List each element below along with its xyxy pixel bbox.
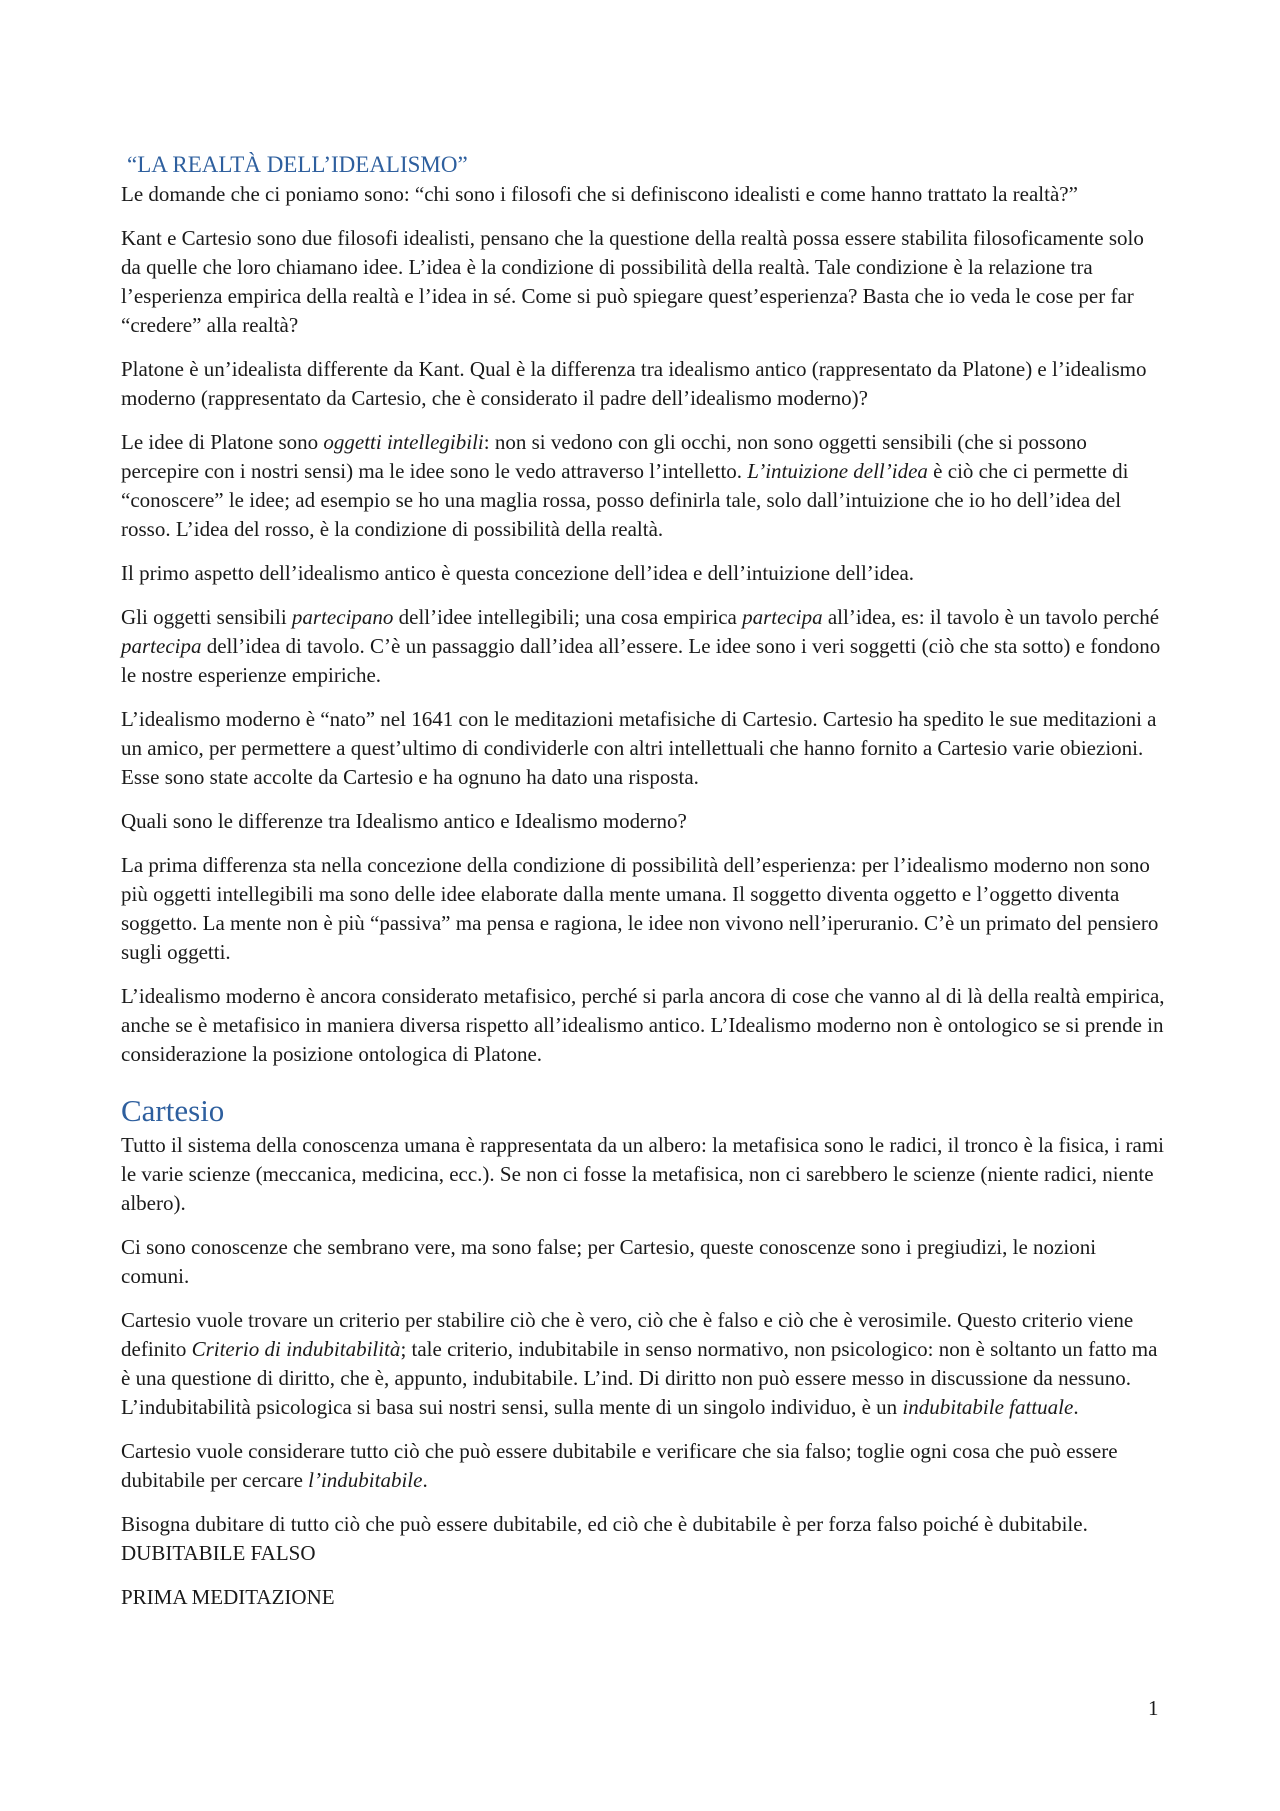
text-run: Cartesio vuole trovare un criterio per stabilire ciò che è vero, ciò che è falso e ciò che è verosimile. Questo criterio viene definito [121, 1308, 1134, 1361]
text-run: dell’idea di tavolo. C’è un passaggio dall’idea all’essere. Le idee sono i veri soggetti (ciò che sta sotto) e fondono le nostre esperienze empiriche. [121, 634, 1161, 687]
paragraph-questions: Le domande che ci poniamo sono: “chi sono i filosofi che si definiscono idealisti e come hanno trattato la realtà?” [121, 182, 1078, 206]
text-run: ; tale criterio, indubitabile in senso normativo, non psicologico: non è soltanto un fatto ma è una questione di diritto, che è, appunto, indubitabile. L’ind. Di diritto non può essere messo in discussione da nessuno. L’indubitabilità psicologica si basa sui nostri sensi, sulla mente di un singolo individuo, è un [121, 1337, 1158, 1419]
italic-term: L’intuizione dell’idea [747, 459, 928, 483]
paragraph-bisogna-dubitare: Bisogna dubitare di tutto ciò che può essere dubitabile, ed ciò che è dubitabile è per forza falso poiché è dubitabile. DUBITABILE FALSO [121, 1512, 1088, 1565]
italic-term: partecipa [121, 634, 202, 658]
text-run: all’idea, es: il tavolo è un tavolo perché [822, 605, 1160, 629]
page-number: 1 [1148, 1696, 1159, 1720]
text-run: : non si vedono con gli occhi, non sono oggetti sensibili (che si possono percepire con i nostri sensi) ma le idee sono le vedo attraverso l’intelletto. [121, 430, 1087, 483]
paragraph-albero: Tutto il sistema della conoscenza umana è rappresentata da un albero: la metafisica sono le radici, il tronco è la fisica, i rami le varie scienze (meccanica, medicina, ecc.). Se non ci fosse la metafisica, non ci sarebbero le scienze (niente radici, niente albero). [121, 1133, 1165, 1215]
paragraph-idee-platone [121, 428, 1166, 544]
paragraph-idealismo-moderno-nato: L’idealismo moderno è “nato” nel 1641 con le meditazioni metafisiche di Cartesio. Cartesio ha spedito le sue meditazioni a un amico, per permettere a quest’ultimo di condividerle con altri intellettuali che hanno fornito a Cartesio varie obiezioni. Esse sono state accolte da Cartesio e ha ognuno ha dato una risposta. [121, 707, 1157, 789]
paragraph-conoscenze-false: Ci sono conoscenze che sembrano vere, ma sono false; per Cartesio, queste conoscenze sono i pregiudizi, le nozioni comuni. [121, 1235, 1097, 1288]
italic-term: indubitabile fattuale [902, 1395, 1074, 1419]
page-content [121, 150, 1166, 1627]
text-run: dell’idee intellegibili; una cosa empirica [393, 605, 743, 629]
text-run: Gli oggetti sensibili [121, 605, 292, 629]
paragraph-criterio [121, 1306, 1166, 1422]
italic-term: partecipa [742, 605, 823, 629]
text-run: Le idee di Platone sono [121, 430, 324, 454]
paragraph-kant-cartesio: Kant e Cartesio sono due filosofi idealisti, pensano che la questione della realtà possa essere stabilita filosoficamente solo da quelle che loro chiamano idee. L’idea è la condizione di possibilità della realtà. Tale condizione è la relazione tra l’esperienza empirica della realtà e l’idea in sé. Come si può spiegare quest’esperienza? Basta che io veda le cose per far “credere” alla realtà? [121, 226, 1144, 337]
text-run: Cartesio vuole considerare tutto ciò che può essere dubitabile e verificare che sia falso; toglie ogni cosa che può essere dubitabile per cercare [121, 1439, 1118, 1492]
paragraph-prima-meditazione: PRIMA MEDITAZIONE [121, 1585, 335, 1609]
paragraph-primo-aspetto: Il primo aspetto dell’idealismo antico è questa concezione dell’idea e dell’intuizione dell’idea. [121, 561, 915, 585]
paragraph-metafisico: L’idealismo moderno è ancora considerato metafisico, perché si parla ancora di cose che vanno al di là della realtà empirica, anche se è metafisico in maniera diversa rispetto all’idealismo antico. L’Idealismo moderno non è ontologico se si prende in considerazione la posizione ontologica di Platone. [121, 984, 1165, 1066]
italic-term: Criterio di indubitabilità [191, 1337, 401, 1361]
text-run: . [1073, 1395, 1079, 1419]
paragraph-prima-differenza: La prima differenza sta nella concezione della condizione di possibilità dell’esperienza: per l’idealismo moderno non sono più oggetti intellegibili ma sono delle idee elaborate dalla mente umana. Il soggetto diventa oggetto e l’oggetto diventa soggetto. La mente non è più “passiva” ma pensa e ragiona, le idee non vivono nell’iperuranio. C’è un primato del pensiero sugli oggetti. [121, 853, 1159, 964]
document-title: “LA REALTÀ DELL’IDEALISMO” [127, 152, 468, 177]
paragraph-oggetti-sensibili [121, 603, 1166, 690]
paragraph-platone-kant: Platone è un’idealista differente da Kant. Qual è la differenza tra idealismo antico (rappresentato da Platone) e l’idealismo moderno (rappresentato da Cartesio, che è considerato il padre dell’idealismo moderno)? [121, 357, 1147, 410]
italic-term: partecipano [291, 605, 394, 629]
paragraph-dubitabile [121, 1437, 1166, 1495]
text-run: . [422, 1468, 428, 1492]
italic-term: l’indubitabile [308, 1468, 423, 1492]
text-run: è ciò che ci permette di “conoscere” le idee; ad esempio se ho una maglia rossa, posso definirla tale, solo dall’intuizione che io ho dell’idea del rosso. L’idea del rosso, è la condizione di possibilità della realtà. [121, 459, 1129, 541]
italic-term: oggetti intellegibili [323, 430, 484, 454]
paragraph-differenze-question: Quali sono le differenze tra Idealismo antico e Idealismo moderno? [121, 809, 687, 833]
section-heading-cartesio: Cartesio [121, 1093, 225, 1128]
